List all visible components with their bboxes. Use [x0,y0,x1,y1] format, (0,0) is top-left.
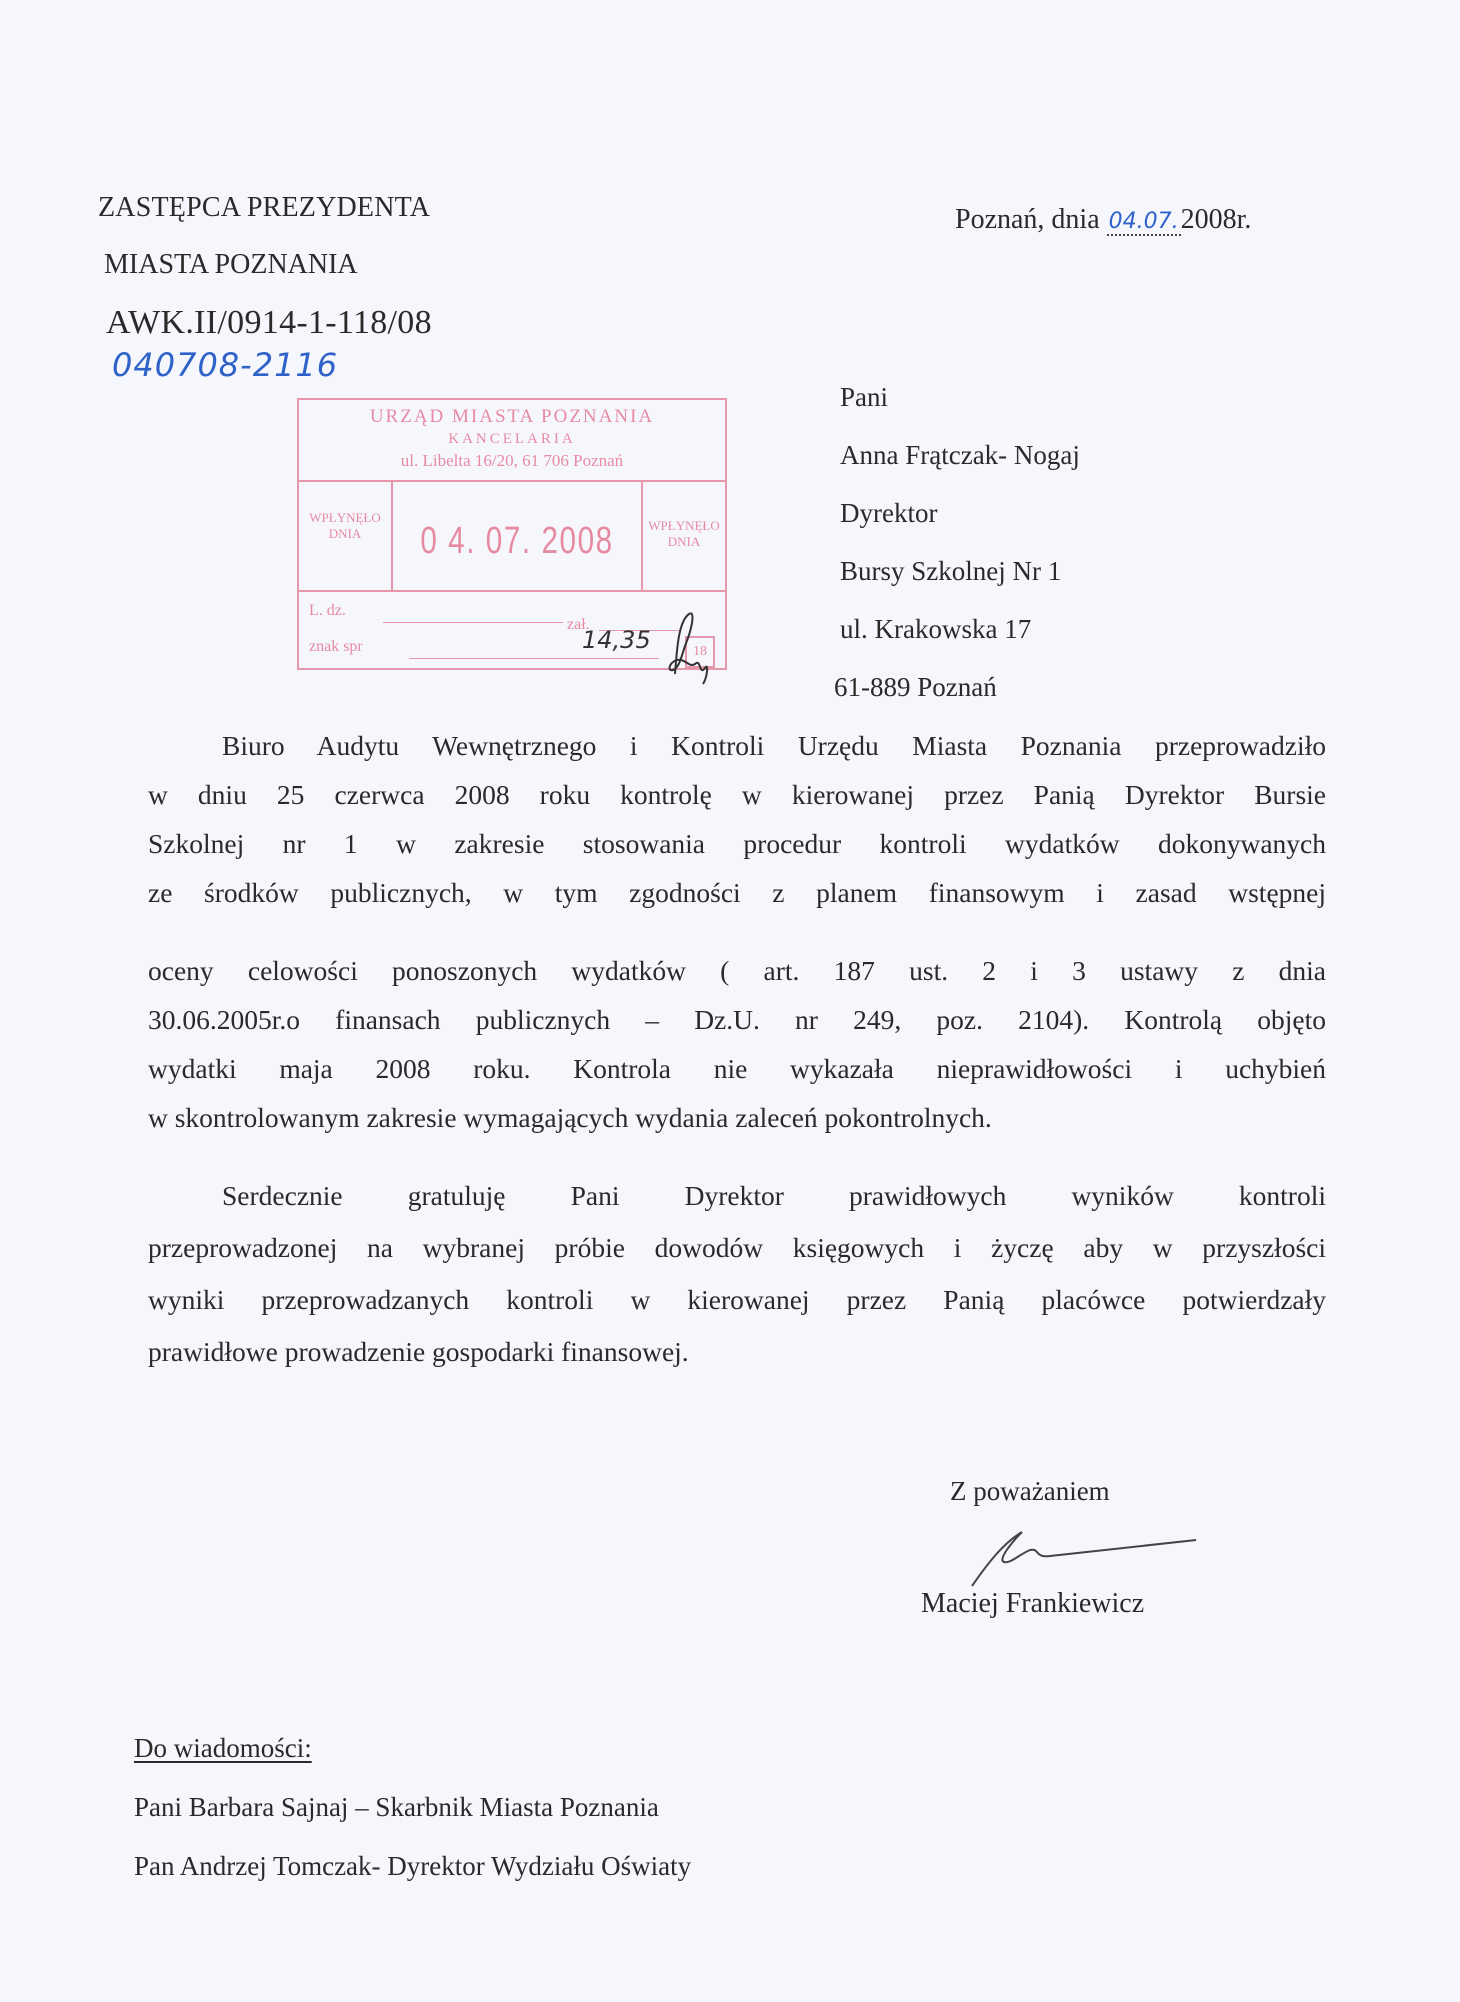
body-line: 30.06.2005r.o finansach publicznych – Dz.U. nr 249, poz. 2104). Kontrolą objęto [148,1004,1326,1035]
body-line: wydatki maja 2008 roku. Kontrola nie wykazała nieprawidłowości i uchybień [148,1053,1326,1084]
body-line: ze środków publicznych, w tym zgodności z planem finansowym i zasad wstępnej [148,877,1326,908]
stamp-handwritten-time: 14,35 [582,626,651,654]
recipient-line: Pani [840,382,889,412]
stamp-address: ul. Libelta 16/20, 61 706 Poznań [400,451,624,470]
body-line: w skontrolowanym zakresie wymagających wydania zaleceń pokontrolnych. [148,1102,992,1133]
letter-date [955,204,1251,236]
stamp-znak-label: znak spr [309,638,363,655]
handwritten-registration-number: 040708-2116 [112,346,339,384]
body-line: w dniu 25 czerwca 2008 roku kontrolę w kierowanej przez Panią Dyrektor Bursie [148,779,1326,810]
recipient-name: Anna Frątczak- Nogaj [840,440,1080,470]
stamp-received-label-right [641,482,725,590]
received-label-line2: DNIA [667,534,701,549]
stamp-received-date: 0 4. 07. 2008 [420,520,614,562]
recipient-city: 61-889 Poznań [834,672,997,702]
handwritten-signature [960,1520,1200,1590]
received-label-line2: DNIA [328,526,362,541]
body-line: Szkolnej nr 1 w zakresie stosowania procedur kontroli wydatków dokonywanych [148,828,1326,859]
received-label-line1: WPŁYNĘŁO [648,518,720,533]
stamp-ldz-label: L. dz. [309,602,346,619]
sender-title-line2: MIASTA POZNANIA [104,249,358,280]
stamp-organization: URZĄD MIASTA POZNANIA [369,406,655,427]
body-line: oceny celowości ponoszonych wydatków ( art. 187 ust. 2 i 3 ustawy z dnia [148,955,1326,986]
recipient-institution: Bursy Szkolnej Nr 1 [840,556,1062,586]
cc-recipient: Pani Barbara Sajnaj – Skarbnik Miasta Poznania [134,1792,659,1822]
body-line: Serdecznie gratuluję Pani Dyrektor prawidłowych wyników kontroli [222,1180,1326,1211]
stamp-initials-signature [655,606,715,686]
sender-title-line1: ZASTĘPCA PREZYDENTA [98,192,431,223]
cc-heading: Do wiadomości: [134,1733,312,1763]
date-prefix: Poznań, dnia [955,204,1107,235]
recipient-position: Dyrektor [840,498,938,528]
handwritten-date: 04.07. [1108,209,1179,234]
stamp-received-label-left [299,482,393,590]
body-line: Biuro Audytu Wewnętrznego i Kontroli Urzędu Miasta Poznania przeprowadziło [222,730,1326,761]
body-line: wyniki przeprowadzanych kontroli w kierowanej przez Panią placówce potwierdzały [148,1284,1326,1315]
date-suffix: 2008r. [1180,204,1252,235]
stamp-znak-line [409,658,659,659]
reference-number: AWK.II/0914-1-118/08 [106,304,432,341]
stamp-department: KANCELARIA [448,431,576,447]
stamp-zal-label: zał. [567,616,590,633]
signer-name: Maciej Frankiewicz [921,1588,1145,1619]
closing-salutation: Z poważaniem [950,1476,1110,1506]
body-line: prawidłowe prowadzenie gospodarki finansowej. [148,1336,689,1367]
received-label-line1: WPŁYNĘŁO [309,510,381,525]
body-line: przeprowadzonej na wybranej próbie dowodów księgowych i życzę aby w przyszłości [148,1232,1326,1263]
recipient-street: ul. Krakowska 17 [840,614,1032,644]
cc-recipient: Pan Andrzej Tomczak- Dyrektor Wydziału Oświaty [134,1851,692,1881]
stamp-header [299,400,725,482]
stamp-box-number: 18 [685,636,715,668]
stamp-ldz-line [383,622,563,623]
